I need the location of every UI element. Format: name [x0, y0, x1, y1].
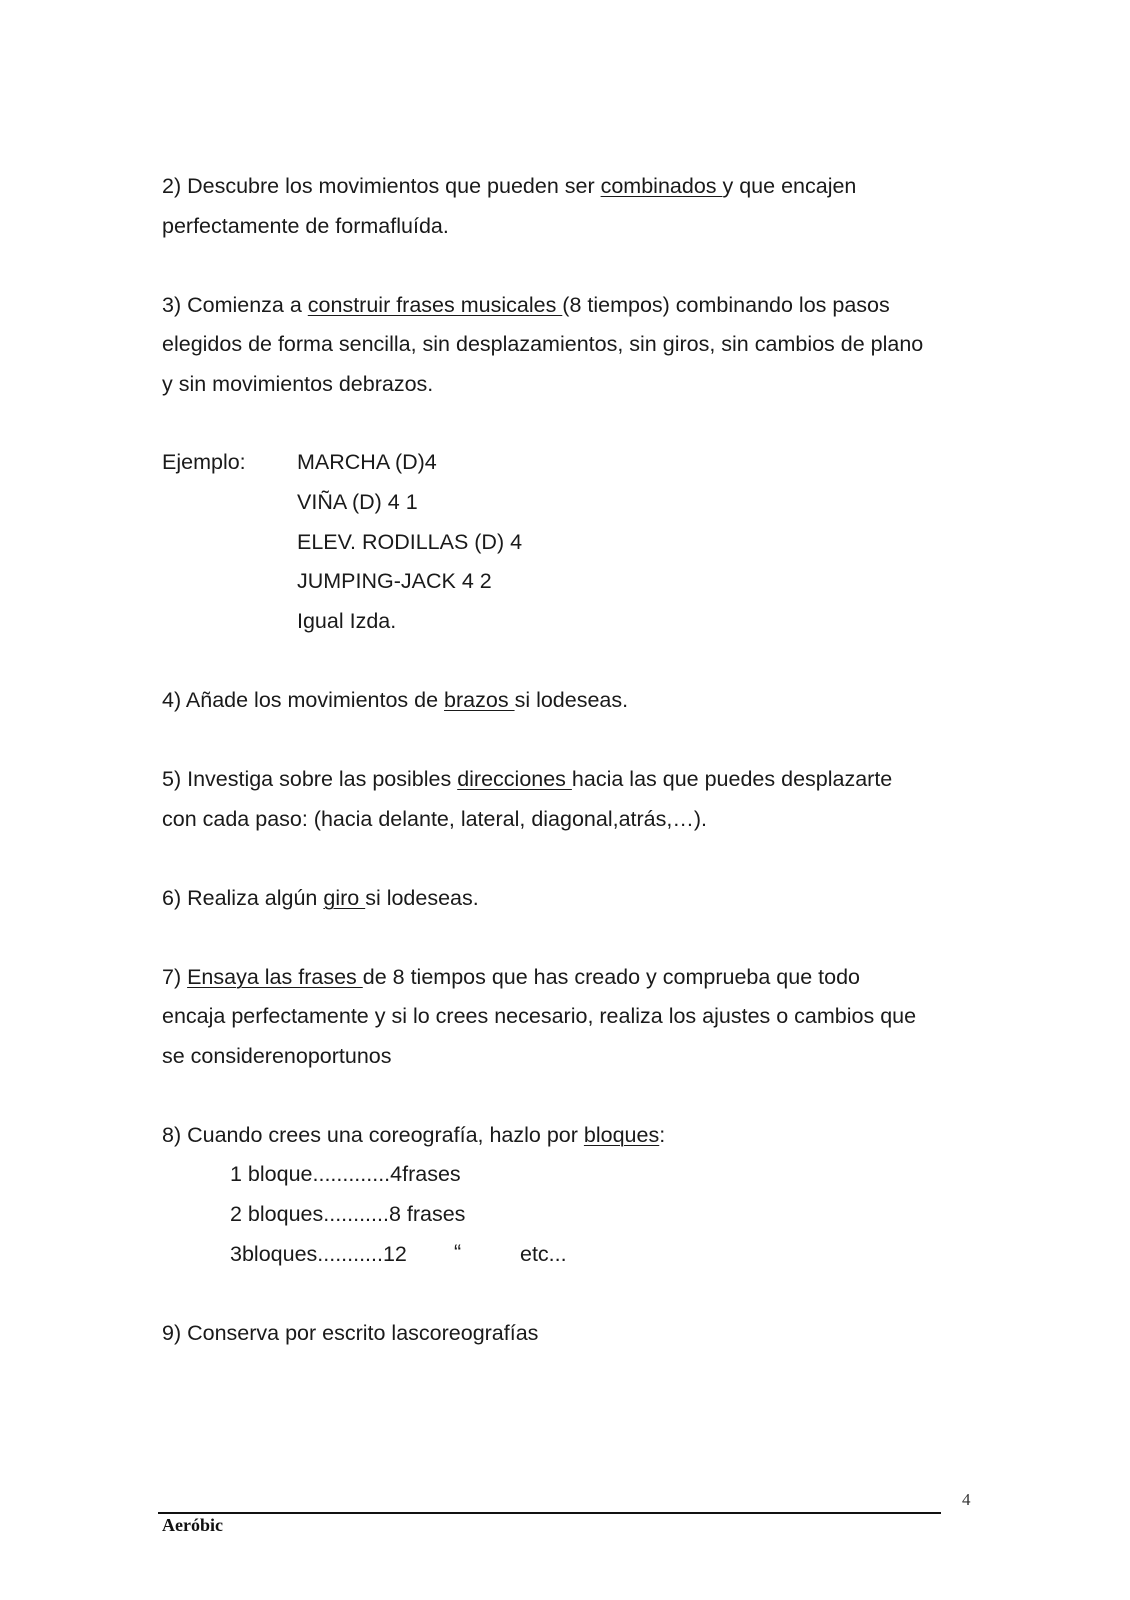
- block-line: 3bloques...........12: [230, 1242, 407, 1266]
- example-label: Ejemplo:: [162, 450, 246, 474]
- step-3-line-1: 3) Comienza a construir frases musicales (8 tiempos) combinando los pasos: [162, 293, 890, 317]
- underline-combinados: combinados: [600, 174, 723, 198]
- underline-brazos: brazos: [444, 688, 515, 712]
- step-5-line-1: 5) Investiga sobre las posibles direcciones hacia las que puedes desplazarte: [162, 767, 893, 791]
- step-2-line-2: perfectamente de formafluída.: [162, 214, 449, 238]
- step-6: 6) Realiza algún giro si lodeseas.: [162, 886, 479, 910]
- underline-giro: giro: [323, 886, 366, 910]
- step-3-line-3: y sin movimientos debrazos.: [162, 372, 434, 396]
- underline-construir-frases: construir frases musicales: [307, 293, 563, 317]
- example-line: ELEV. RODILLAS (D) 4: [297, 530, 523, 554]
- ditto-mark: “: [454, 1240, 462, 1264]
- block-line: 2 bloques...........8 frases: [230, 1202, 466, 1226]
- step-9: 9) Conserva por escrito lascoreografías: [162, 1321, 539, 1345]
- etc-text: etc...: [520, 1242, 567, 1266]
- step-3-line-2: elegidos de forma sencilla, sin desplazamientos, sin giros, sin cambios de plano: [162, 332, 924, 356]
- step-4: 4) Añade los movimientos de brazos si lodeseas.: [162, 688, 629, 712]
- example-line: MARCHA (D)4: [297, 450, 437, 474]
- page-number: 4: [962, 1490, 971, 1509]
- step-7-line-3: se considerenoportunos: [162, 1044, 392, 1068]
- step-7-line-2: encaja perfectamente y si lo crees necesario, realiza los ajustes o cambios que: [162, 1004, 917, 1028]
- footer-title: Aeróbic: [162, 1515, 223, 1535]
- step-8: 8) Cuando crees una coreografía, hazlo por bloques:: [162, 1123, 666, 1147]
- step-2-line-1: 2) Descubre los movimientos que pueden ser combinados y que encajen: [162, 174, 857, 198]
- underline-ensaya: Ensaya las frases: [187, 965, 363, 989]
- step-5-line-2: con cada paso: (hacia delante, lateral, diagonal,atrás,…).: [162, 807, 707, 831]
- underline-direcciones: direcciones: [457, 767, 572, 791]
- example-line: Igual Izda.: [297, 609, 397, 633]
- underline-bloques: bloques: [583, 1123, 660, 1147]
- example-line: VIÑA (D) 4 1: [297, 490, 418, 514]
- block-line: 1 bloque.............4frases: [230, 1162, 461, 1186]
- example-line: JUMPING-JACK 4 2: [297, 569, 492, 593]
- step-7-line-1: 7) Ensaya las frases de 8 tiempos que has creado y comprueba que todo: [162, 965, 860, 989]
- footer-divider: [158, 1512, 941, 1514]
